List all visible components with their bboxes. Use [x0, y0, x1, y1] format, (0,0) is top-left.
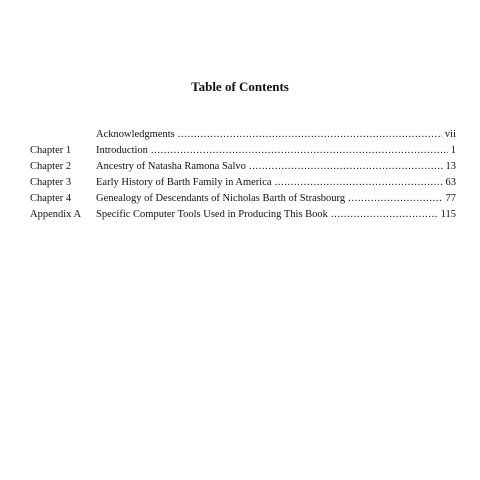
- toc-entry-body: [96, 159, 456, 175]
- dot-leader: [151, 143, 448, 159]
- toc-entry-page: 77: [445, 193, 456, 204]
- toc-entry-label: Chapter 1: [30, 145, 72, 156]
- toc-entry-title: Genealogy of Descendants of Nicholas Barth of Strasbourg: [96, 193, 346, 204]
- dot-leader: [348, 191, 442, 207]
- toc-entry-chapter-1: [30, 143, 456, 159]
- toc-entry-title: Ancestry of Natasha Ramona Salvo: [96, 161, 246, 172]
- toc-entry-body: [96, 127, 456, 143]
- dot-leader: [249, 159, 443, 175]
- toc-entry-page: 63: [445, 177, 456, 188]
- toc-entry-chapter-2: [30, 159, 456, 175]
- toc-entry-page: 1: [450, 145, 456, 156]
- toc-entry-title: Acknowledgments: [96, 129, 175, 140]
- toc-entry-acknowledgments: [30, 127, 456, 143]
- toc-entry-page: vii: [444, 129, 456, 140]
- toc-entry-title: Introduction: [96, 145, 148, 156]
- dot-leader: [275, 175, 443, 191]
- toc-entry-chapter-4: [30, 191, 456, 207]
- page-title: Table of Contents: [191, 79, 289, 94]
- toc-entry-page: 115: [440, 209, 456, 220]
- toc-entry-label: Chapter 3: [30, 177, 72, 188]
- toc-entry-title: Specific Computer Tools Used in Producing This Book: [96, 209, 328, 220]
- toc-entry-body: [96, 191, 456, 207]
- toc-entry-body: [96, 207, 456, 223]
- toc-entry-title: Early History of Barth Family in America: [96, 177, 272, 188]
- dot-leader: [331, 207, 438, 223]
- toc-entry-body: [96, 175, 456, 191]
- toc-entry-appendix-a: [30, 207, 456, 223]
- toc-entry-chapter-3: [30, 175, 456, 191]
- toc-entry-body: [96, 143, 456, 159]
- dot-leader: [178, 127, 442, 143]
- toc-entry-label: Chapter 2: [30, 161, 72, 172]
- toc-entry-page: 13: [445, 161, 456, 172]
- toc-list: [30, 127, 456, 223]
- toc-entry-label: Chapter 4: [30, 193, 72, 204]
- toc-entry-label: Appendix A: [30, 209, 82, 220]
